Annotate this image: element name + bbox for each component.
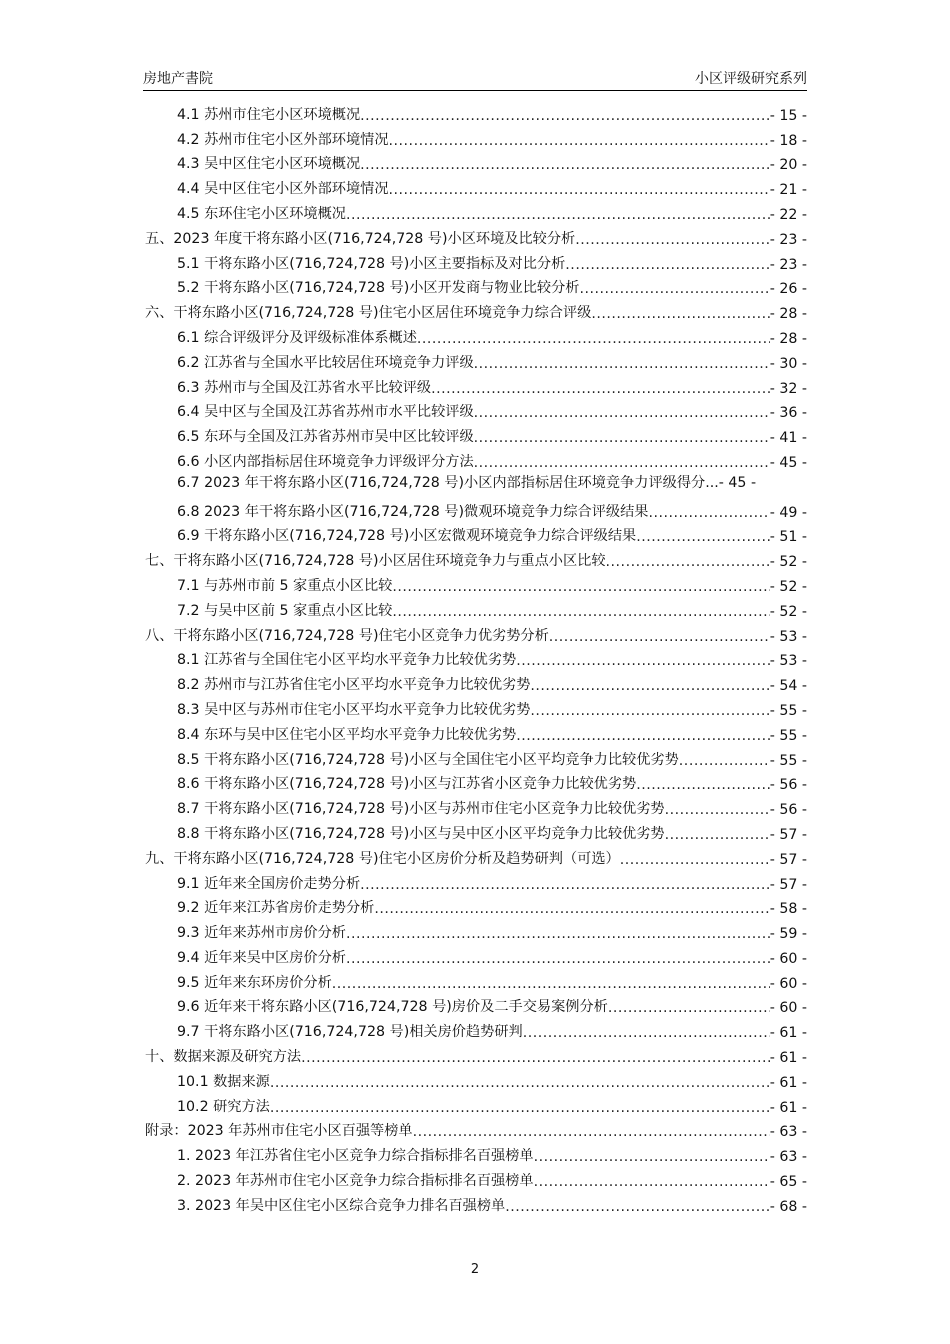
toc-leader-dots [648,505,769,521]
toc-entry-title: 9.5 近年来东环房价分析 [177,974,332,991]
toc-leader-dots [530,678,769,694]
toc-entry-page: - 56 - [769,777,807,794]
toc-entry[interactable] [145,372,807,397]
toc-entry[interactable] [145,198,807,223]
toc-entry-title: 2. 2023 年苏州市住宅小区竞争力综合指标排名百强榜单 [177,1173,534,1190]
toc-leader-dots [360,108,770,124]
toc-entry-page: - 26 - [769,281,807,298]
toc-entry-page: - 61 - [769,1099,807,1116]
toc-entry[interactable] [145,99,807,124]
toc-leader-dots [474,430,770,446]
toc-entry[interactable] [145,347,807,372]
toc-entry-page: - 22 - [769,206,807,223]
toc-entry-title: 7.1 与苏州市前 5 家重点小区比较 [177,577,393,594]
toc-entry-title: 6.1 综合评级评分及评级标准体系概述 [177,329,417,346]
toc-entry-page: - 57 - [769,851,807,868]
toc-entry-page: - 45 - [769,454,807,471]
page-header [143,64,807,91]
toc-leader-dots [665,827,770,843]
toc-entry[interactable] [145,967,807,992]
toc-entry[interactable] [145,1041,807,1066]
toc-entry[interactable] [145,273,807,298]
toc-entry[interactable] [145,868,807,893]
toc-entry-page: - 61 - [769,1025,807,1042]
toc-entry-title: 6.2 江苏省与全国水平比较居住环境竞争力评级 [177,354,474,371]
toc-leader-dots [270,1075,770,1091]
toc-entry[interactable] [145,1016,807,1041]
toc-entry-title: 8.6 干将东路小区(716,724,728 号)小区与江苏省小区竞争力比较优劣势 [177,776,637,793]
toc-leader-dots [575,232,769,248]
toc-entry[interactable] [145,595,807,620]
toc-entry[interactable] [145,1066,807,1091]
toc-entry-page: - 63 - [769,1149,807,1166]
toc-leader-dots [549,629,770,645]
toc-leader-dots [346,926,770,942]
toc-entry-title: 8.1 江苏省与全国住宅小区平均水平竞争力比较优劣势 [177,652,517,669]
toc-entry-page: - 55 - [769,727,807,744]
toc-leader-dots [608,1000,770,1016]
toc-entry-page: - 59 - [769,926,807,943]
toc-entry-title: 6.3 苏州市与全国及江苏省水平比较评级 [177,379,432,396]
toc-entry-title: 8.5 干将东路小区(716,724,728 号)小区与全国住宅小区平均竞争力比较优劣势 [177,751,679,768]
toc-entry-page: - 52 - [769,554,807,571]
toc-entry-page: - 52 - [769,603,807,620]
toc-entry-page: - 52 - [769,578,807,595]
toc-leader-dots [505,1199,769,1215]
toc-leader-dots [606,554,770,570]
toc-entry-title: 5.2 干将东路小区(716,724,728 号)小区开发商与物业比较分析 [177,280,580,297]
toc-entry-page: - 51 - [769,529,807,546]
toc-leader-dots [665,802,770,818]
toc-leader-dots [534,1149,770,1165]
toc-entry-page: - 23 - [769,231,807,248]
toc-entry-title: 5.1 干将东路小区(716,724,728 号)小区主要指标及对比分析 [177,255,566,272]
toc-entry[interactable] [145,173,807,198]
toc-entry-title: 附录：2023 年苏州市住宅小区百强等榜单 [145,1123,413,1140]
header-publisher: 房地产書院 [143,71,213,87]
toc-entry-title: 九、干将东路小区(716,724,728 号)住宅小区房价分析及趋势研判（可选） [145,850,620,867]
toc-entry-page: - 60 - [769,1000,807,1017]
toc-entry[interactable] [145,1091,807,1116]
toc-entry-title: 6.9 干将东路小区(716,724,728 号)小区宏微观环境竞争力综合评级结果 [177,528,637,545]
toc-entry-title: 8.3 吴中区与苏州市住宅小区平均水平竞争力比较优劣势 [177,701,531,718]
toc-entry-page: - 28 - [769,330,807,347]
toc-leader-dots [360,877,770,893]
page-number: 2 [470,1262,480,1277]
toc-entry-title: 7.2 与吴中区前 5 家重点小区比较 [177,602,393,619]
toc-entry[interactable] [145,521,807,546]
toc-leader-dots [360,157,770,173]
toc-entry[interactable] [145,818,807,843]
toc-entry-title: 4.5 东环住宅小区环境概况 [177,205,346,222]
toc-entry-page: - 54 - [769,678,807,695]
toc-leader-dots [392,579,769,595]
toc-entry-page: - 63 - [769,1124,807,1141]
toc-entry-title: 6.8 2023 年干将东路小区(716,724,728 号)微观环境竞争力综合评级结果 [177,503,649,520]
toc-entry[interactable] [145,397,807,422]
toc-entry-page: - 65 - [769,1174,807,1191]
toc-leader-dots [392,604,769,620]
toc-entry-page: - 30 - [769,355,807,372]
header-series: 小区评级研究系列 [695,71,807,87]
toc-leader-dots [636,777,769,793]
toc-entry-title: 10.1 数据来源 [177,1073,270,1090]
toc-entry-title: 9.1 近年来全国房价走势分析 [177,875,361,892]
toc-entry-title: 6.6 小区内部指标居住环境竞争力评级评分方法 [177,453,474,470]
toc-entry[interactable] [145,917,807,942]
toc-entry[interactable] [145,992,807,1017]
toc-entry-page: - 21 - [769,182,807,199]
toc-entry-page: - 36 - [769,405,807,422]
toc-entry-page: - 61 - [769,1074,807,1091]
toc-entry-page: - 61 - [769,1050,807,1067]
table-of-contents [145,99,807,1215]
toc-entry-page: - 23 - [769,256,807,273]
toc-leader-dots [474,356,770,372]
toc-entry-title: 十、数据来源及研究方法 [145,1049,302,1066]
toc-leader-dots [591,306,769,322]
toc-entry-title: 8.4 东环与吴中区住宅小区平均水平竞争力比较优劣势 [177,726,517,743]
toc-entry[interactable] [145,719,807,744]
toc-entry[interactable] [145,124,807,149]
toc-entry-title: 9.3 近年来苏州市房价分析 [177,925,346,942]
toc-entry-page: - 28 - [769,306,807,323]
toc-entry-page: - 20 - [769,157,807,174]
toc-entry[interactable] [145,1140,807,1165]
toc-entry[interactable] [145,1116,807,1141]
toc-entry-title: 9.4 近年来吴中区房价分析 [177,949,346,966]
toc-entry-title: 6.5 东环与全国及江苏省苏州市吴中区比较评级 [177,429,474,446]
toc-entry[interactable] [145,793,807,818]
toc-entry-title: 6.4 吴中区与全国及江苏省苏州市水平比较评级 [177,404,474,421]
toc-entry-page: - 15 - [769,107,807,124]
toc-leader-dots [474,455,770,471]
toc-entry-title: 9.2 近年来江苏省房价走势分析 [177,900,375,917]
toc-entry-page: - 57 - [769,826,807,843]
toc-leader-dots [474,405,770,421]
toc-entry[interactable] [145,149,807,174]
toc-leader-dots [516,653,769,669]
toc-entry[interactable] [145,297,807,322]
toc-entry-title: 8.7 干将东路小区(716,724,728 号)小区与苏州市住宅小区竞争力比较优劣势 [177,801,665,818]
toc-leader-dots [431,381,770,397]
toc-leader-dots [516,728,769,744]
toc-entry-title: 4.2 苏州市住宅小区外部环境情况 [177,131,389,148]
toc-entry-page: - 58 - [769,901,807,918]
toc-entry-title: 七、干将东路小区(716,724,728 号)小区居住环境竞争力与重点小区比较 [145,553,606,570]
toc-leader-dots [346,207,770,223]
toc-leader-dots [620,852,770,868]
toc-entry[interactable] [145,1165,807,1190]
toc-entry-title: 1. 2023 年江苏省住宅小区竞争力综合指标排名百强榜单 [177,1148,534,1165]
toc-entry-title: 八、干将东路小区(716,724,728 号)住宅小区竞争力优劣势分析 [145,627,549,644]
toc-leader-dots [530,703,769,719]
toc-entry-page: - 55 - [769,752,807,769]
toc-entry[interactable] [145,843,807,868]
toc-entry[interactable] [145,545,807,570]
toc-entry-page: - 55 - [769,702,807,719]
toc-leader-dots [270,1100,770,1116]
toc-entry-title: 3. 2023 年吴中区住宅小区综合竞争力排名百强榜单 [177,1197,506,1214]
toc-entry-page: - 49 - [769,504,807,521]
toc-entry[interactable] [145,744,807,769]
toc-entry[interactable] [145,322,807,347]
toc-entry[interactable] [145,669,807,694]
toc-leader-dots [523,1025,770,1041]
toc-entry[interactable] [145,223,807,248]
toc-entry-page: - 41 - [769,430,807,447]
toc-entry-title: 6.7 2023 年干将东路小区(716,724,728 号)小区内部指标居住环境竞争力评级得分...- 45 - [177,474,757,491]
toc-entry[interactable] [145,645,807,670]
toc-leader-dots [301,1050,770,1066]
toc-entry-page: - 57 - [769,876,807,893]
toc-entry-page: - 60 - [769,975,807,992]
toc-leader-dots [332,976,770,992]
toc-leader-dots [389,182,770,198]
toc-entry[interactable] [145,769,807,794]
toc-leader-dots [636,529,769,545]
toc-entry-page: - 53 - [769,653,807,670]
toc-entry-title: 8.2 苏州市与江苏省住宅小区平均水平竞争力比较优劣势 [177,677,531,694]
toc-leader-dots [679,753,770,769]
toc-entry[interactable] [145,496,807,521]
toc-leader-dots [374,901,769,917]
toc-leader-dots [389,133,770,149]
toc-entry[interactable] [145,893,807,918]
toc-leader-dots [417,331,770,347]
toc-entry[interactable] [145,694,807,719]
toc-entry-title: 10.2 研究方法 [177,1098,270,1115]
toc-entry-page: - 68 - [769,1198,807,1215]
toc-entry[interactable] [145,620,807,645]
toc-leader-dots [565,257,769,273]
toc-leader-dots [579,281,769,297]
toc-entry-page: - 56 - [769,802,807,819]
toc-entry[interactable] [145,471,807,496]
toc-leader-dots [413,1124,770,1140]
toc-entry-title: 9.7 干将东路小区(716,724,728 号)相关房价趋势研判 [177,1024,523,1041]
toc-entry[interactable] [145,942,807,967]
toc-entry-page: - 60 - [769,950,807,967]
toc-entry-title: 8.8 干将东路小区(716,724,728 号)小区与吴中区小区平均竞争力比较优劣势 [177,825,665,842]
toc-entry[interactable] [145,446,807,471]
toc-entry-page: - 53 - [769,628,807,645]
toc-entry-title: 六、干将东路小区(716,724,728 号)住宅小区居住环境竞争力综合评级 [145,305,592,322]
toc-entry[interactable] [145,1190,807,1215]
toc-entry-title: 五、2023 年度干将东路小区(716,724,728 号)小区环境及比较分析 [145,230,576,247]
toc-entry-page: - 32 - [769,380,807,397]
toc-entry[interactable] [145,248,807,273]
toc-entry-title: 4.4 吴中区住宅小区外部环境情况 [177,181,389,198]
toc-entry[interactable] [145,570,807,595]
toc-leader-dots [346,951,770,967]
toc-entry-title: 9.6 近年来干将东路小区(716,724,728 号)房价及二手交易案例分析 [177,999,608,1016]
toc-leader-dots [534,1174,770,1190]
toc-entry-title: 4.3 吴中区住宅小区环境概况 [177,156,361,173]
toc-entry[interactable] [145,421,807,446]
toc-entry-page: - 18 - [769,132,807,149]
toc-entry-title: 4.1 苏州市住宅小区环境概况 [177,106,361,123]
